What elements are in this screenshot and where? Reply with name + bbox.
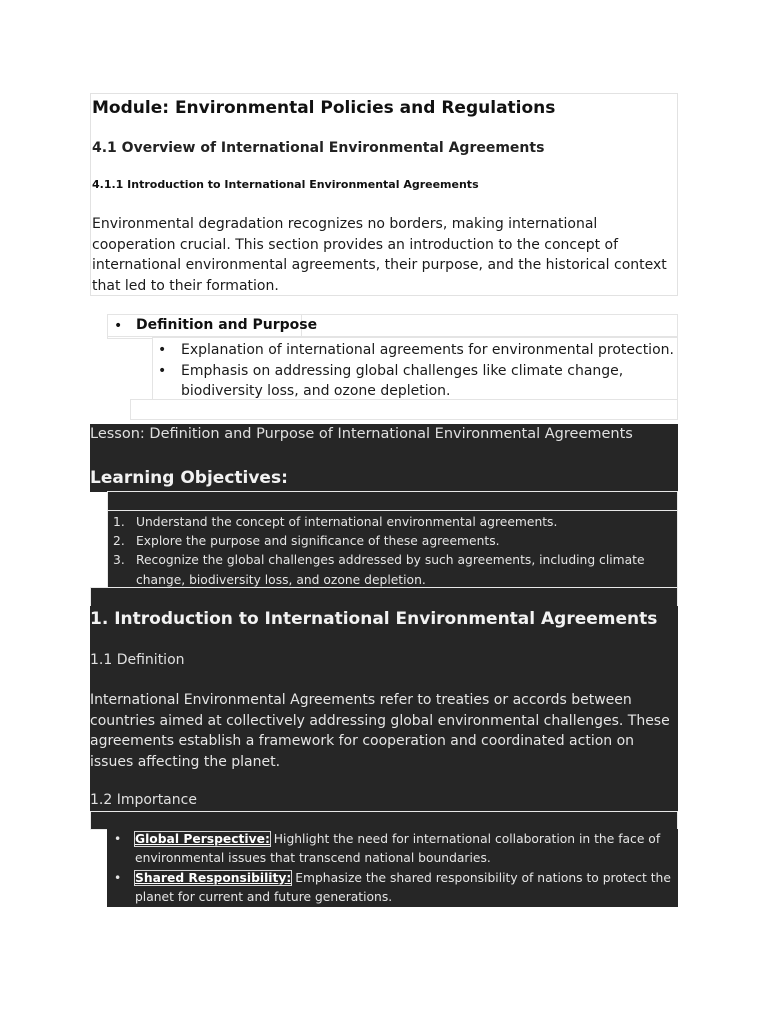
learning-objectives-heading: Learning Objectives: <box>90 468 288 488</box>
empty-row <box>107 491 678 511</box>
lesson-introduction-block <box>90 606 678 812</box>
list-item <box>107 830 676 869</box>
list-item-text: Explore the purpose and significance of these agreements. <box>136 534 500 549</box>
empty-row <box>130 399 678 420</box>
definition-purpose-heading: Definition and Purpose <box>136 317 318 333</box>
intro-paragraph: Environmental degradation recognizes no borders, making international cooperation crucial. This section provides an introduction to the concept of international environmental agreements, their purpose, and the historical context that led to their formation. <box>92 216 667 294</box>
list-item <box>153 340 677 361</box>
lesson-title: Lesson: Definition and Purpose of International Environmental Agreements <box>90 426 633 442</box>
learning-objectives-box <box>107 510 678 588</box>
importance-list <box>107 830 676 908</box>
bullet-icon: • <box>114 870 122 885</box>
bullet-icon: • <box>114 318 123 334</box>
list-item <box>108 532 677 551</box>
list-item <box>107 869 676 908</box>
list-item-text: Understand the concept of international environmental agreements. <box>136 515 558 529</box>
lesson-header-block <box>90 424 678 492</box>
module-title: Module: Environmental Policies and Regulations <box>92 98 556 118</box>
module-intro-section <box>90 93 678 296</box>
importance-subheading: 1.2 Importance <box>90 792 197 808</box>
list-item <box>153 361 677 402</box>
list-item-text: Explanation of international agreements for environmental protection. <box>181 342 674 358</box>
bullet-icon: • <box>158 342 167 358</box>
importance-list-box <box>107 829 678 907</box>
list-item <box>108 513 677 532</box>
introduction-heading: 1. Introduction to International Environmental Agreements <box>90 609 658 629</box>
list-item-text: Highlight the need for international collaboration in the face of environmental issues that transcend national boundaries. <box>135 832 661 866</box>
definition-purpose-heading-row <box>107 314 678 337</box>
list-item <box>108 551 677 589</box>
definition-purpose-list <box>153 340 677 402</box>
list-number: 2. <box>113 534 125 549</box>
section-title: 4.1 Overview of International Environmental Agreements <box>92 140 545 156</box>
list-item-text: Emphasis on addressing global challenges like climate change, biodiversity loss, and ozone depletion. <box>181 362 624 399</box>
list-number: 3. <box>113 553 125 568</box>
learning-objectives-list <box>108 513 677 590</box>
definition-paragraph: International Environmental Agreements refer to treaties or accords between countries aimed at collectively addressing global environmental challenges. These agreements establish a framework for cooperation and coordinated action on issues affecting the planet. <box>90 692 670 770</box>
empty-row <box>90 811 678 830</box>
list-item-text: Recognize the global challenges addressed by such agreements, including climate change, biodiversity loss, and ozone depletion. <box>136 553 645 587</box>
definition-subheading: 1.1 Definition <box>90 652 185 668</box>
importance-term: Shared Responsibility: <box>135 870 292 885</box>
bullet-icon: • <box>114 832 122 846</box>
bullet-icon: • <box>158 362 167 379</box>
definition-purpose-heading-cell <box>107 314 318 339</box>
subsection-title: 4.1.1 Introduction to International Environmental Agreements <box>92 178 479 191</box>
definition-purpose-list-box <box>152 337 678 400</box>
empty-row <box>90 587 678 607</box>
list-item-text: Emphasize the shared responsibility of nations to protect the planet for current and future generations. <box>135 870 671 905</box>
importance-term: Global Perspective: <box>135 832 270 846</box>
list-number: 1. <box>113 515 125 529</box>
